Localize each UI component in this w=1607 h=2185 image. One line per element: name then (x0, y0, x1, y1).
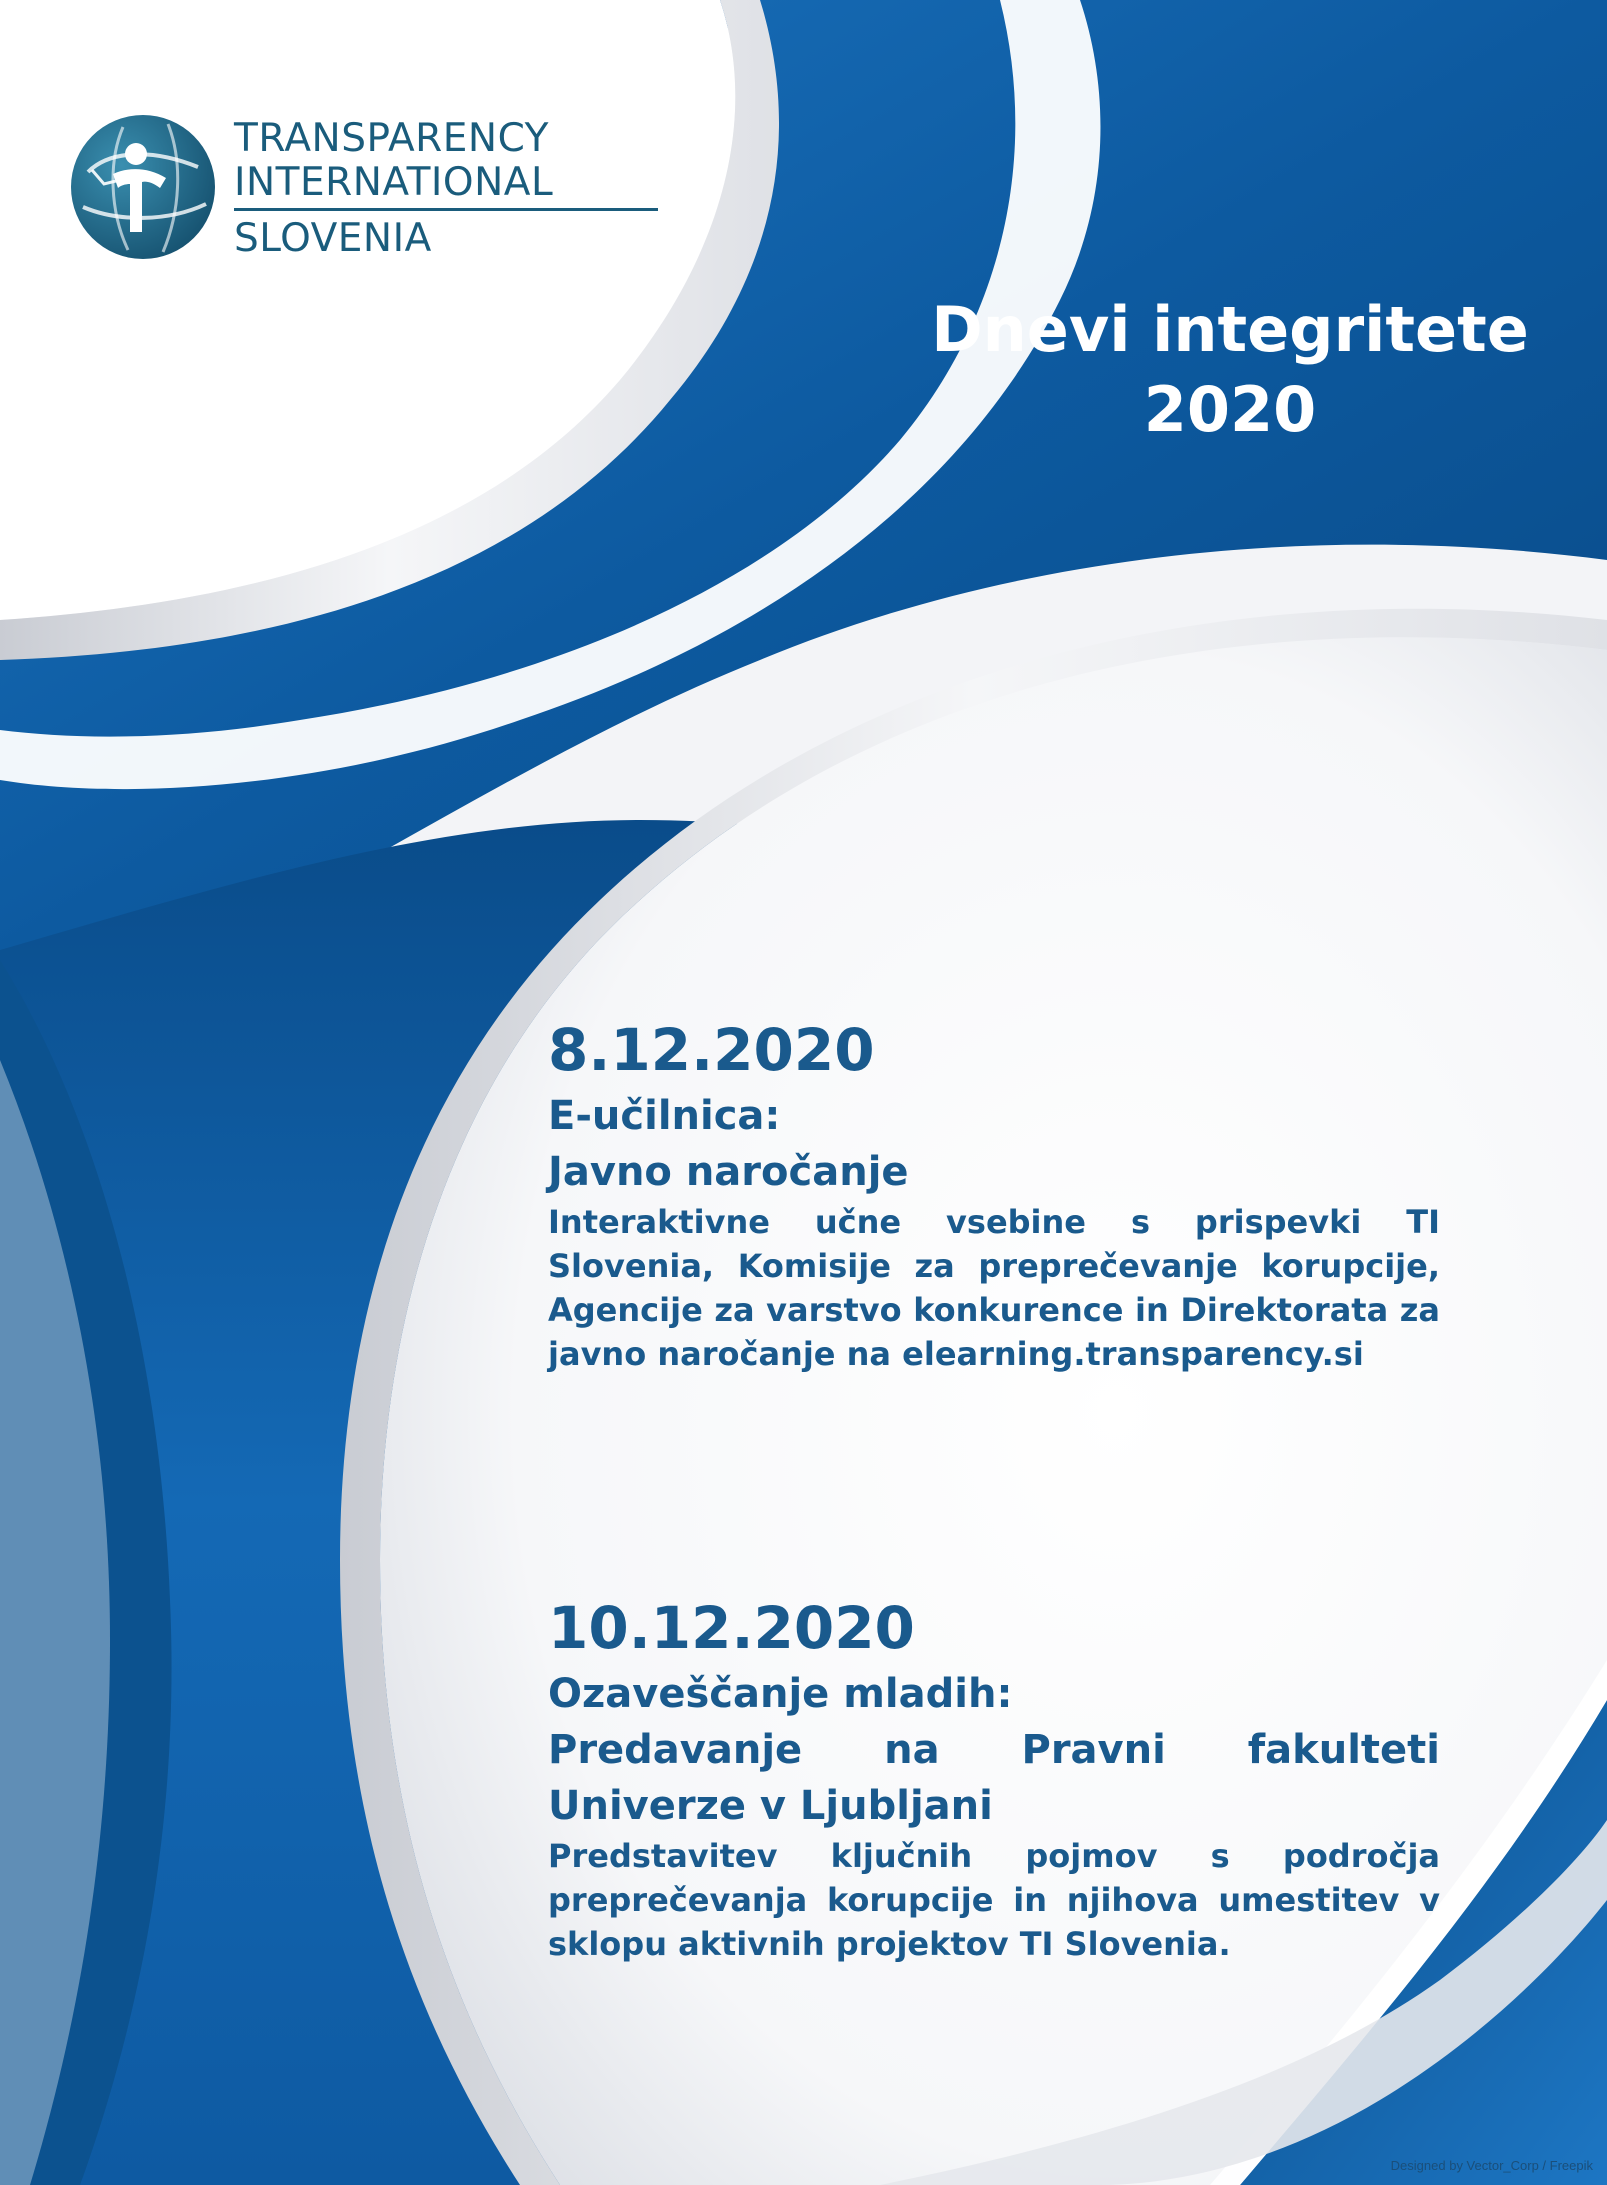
event-description: Interaktivne učne vsebine s prispevki TI Slovenia, Komisije za preprečevanje korupcije, Agencije za varstvo konkurence in Direktorata za javno naročanje na elearning.transparency.si (548, 1203, 1440, 1373)
event-heading: Ozaveščanje mladih: (548, 1671, 1013, 1717)
event-date: 10.12.2020 (548, 1594, 915, 1662)
design-credit: Designed by Vector_Corp / Freepik (1390, 2158, 1593, 2173)
logo-line-slovenia: SLOVENIA (234, 216, 432, 261)
title-line-2: 2020 (1143, 373, 1317, 446)
event-block-2 (548, 1590, 1440, 1966)
logo-divider (234, 208, 658, 211)
event-date: 8.12.2020 (548, 1016, 875, 1084)
transparency-international-globe-icon (68, 112, 218, 262)
logo-wordmark (234, 117, 658, 261)
event-subheading: Javno naročanje (548, 1149, 909, 1195)
title-line-1: Dnevi integritete (931, 293, 1529, 366)
event-block-1 (548, 1012, 1440, 1376)
event-heading: E-učilnica: (548, 1093, 781, 1139)
event-description: Predstavitev ključnih pojmov s področja preprečevanja korupcije in njihova umestitev v sklopu aktivnih projektov TI Slovenia. (548, 1837, 1440, 1963)
page-title (880, 290, 1580, 450)
logo (68, 112, 598, 262)
logo-line-international: INTERNATIONAL (234, 160, 554, 205)
logo-line-transparency: TRANSPARENCY (234, 116, 549, 161)
event-subheading: Predavanje na Pravni fakulteti Univerze v Ljubljani (548, 1727, 1440, 1829)
